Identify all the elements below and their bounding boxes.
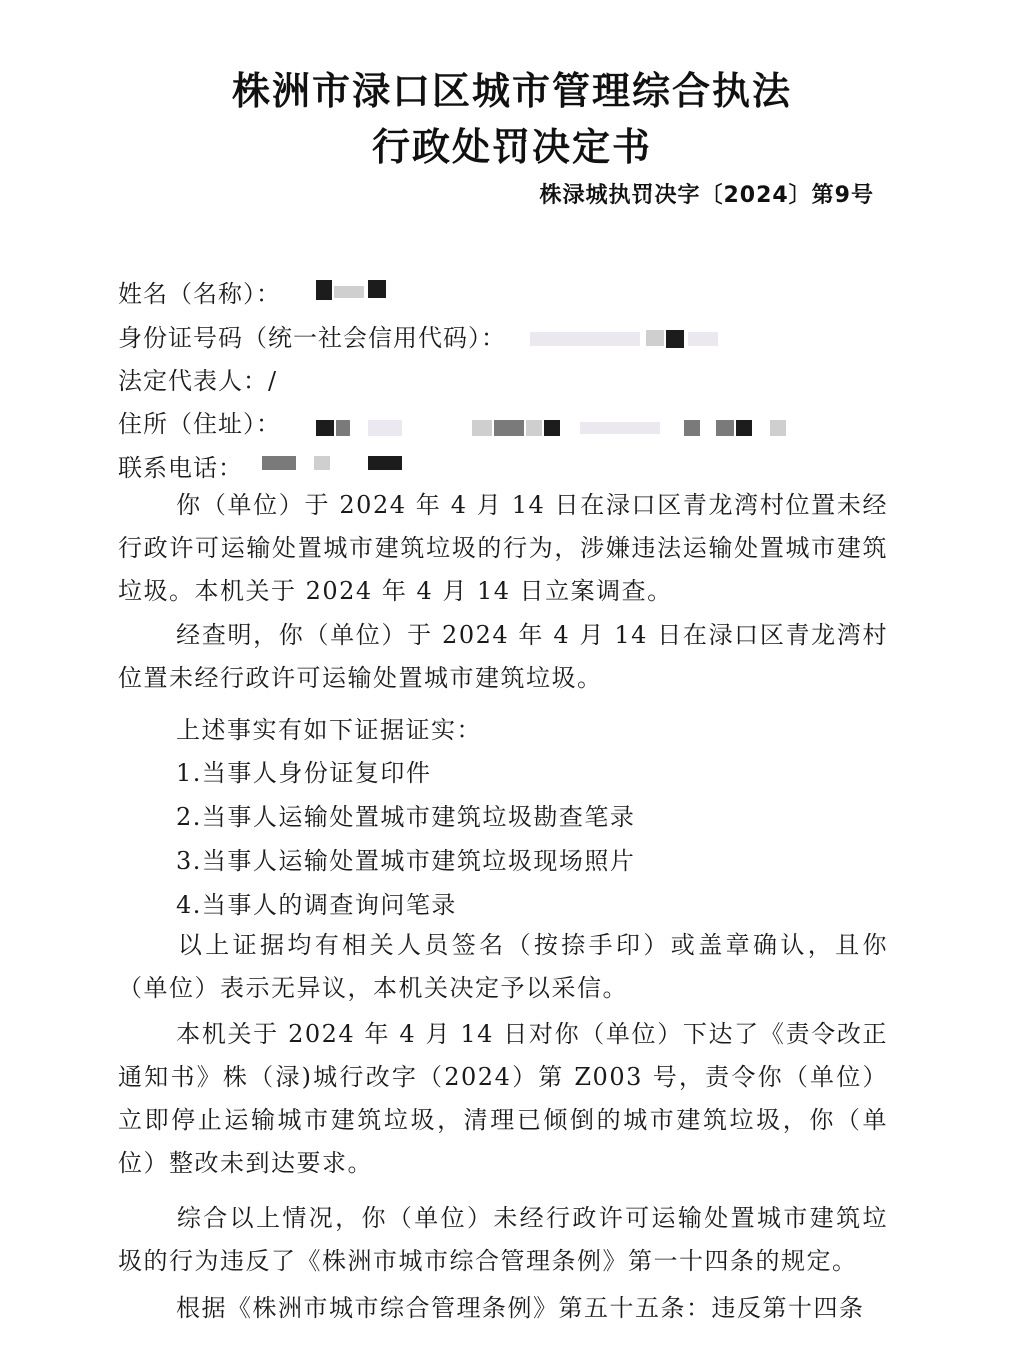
paragraph-filing-text: 你（单位）于 2024 年 4 月 14 日在渌口区青龙湾村位置未经行政许可运输处置城市建筑垃圾的行为，涉嫌违法运输处置城市建筑垃圾。本机关于 2024 年 4 月 14 日立案调查。 <box>118 491 888 605</box>
paragraph-legal-basis <box>118 1287 888 1330</box>
redacted-id <box>530 332 640 346</box>
paragraph-findings-text: 经查明，你（单位）于 2024 年 4 月 14 日在渌口区青龙湾村位置未经行政许可运输处置城市建筑垃圾。 <box>118 621 888 692</box>
evidence-intro: 上述事实有如下证据证实： <box>176 716 482 744</box>
redacted-phone <box>368 456 402 470</box>
paragraph-violation-text: 综合以上情况，你（单位）未经行政许可运输处置城市建筑垃圾的行为违反了《株洲市城市综合管理条例》第一十四条的规定。 <box>118 1204 888 1275</box>
evidence-item-2: 2.当事人运输处置城市建筑垃圾勘查笔录 <box>176 803 636 831</box>
document-title-line1: 株洲市渌口区城市管理综合执法 <box>231 69 792 113</box>
paragraph-evidence-accepted <box>118 924 888 1010</box>
paragraph-evidence-accepted-text: 以上证据均有相关人员签名（按捺手印）或盖章确认，且你（单位）表示无异议，本机关决定予以采信。 <box>118 931 888 1002</box>
paragraph-filing <box>118 484 888 613</box>
redacted-name <box>334 286 364 298</box>
paragraph-rectification-notice-text: 本机关于 2024 年 4 月 14 日对你（单位）下达了《责令改正通知书》株（渌)城行改字（2024）第 Z003 号，责令你（单位）立即停止运输城市建筑垃圾，清理已倾倒的城市建筑垃圾，你（单位）整改未到达要求。 <box>118 1020 888 1177</box>
redacted-address <box>716 420 734 436</box>
id-label: 身份证号码（统一社会信用代码）： <box>118 324 506 352</box>
phone-label: 联系电话： <box>118 454 243 482</box>
paragraph-legal-basis-text: 根据《株洲市城市综合管理条例》第五十五条：违反第十四条 <box>176 1294 865 1322</box>
redacted-phone <box>314 456 330 470</box>
name-label: 姓名（名称）： <box>118 280 281 308</box>
address-label: 住所（住址）： <box>118 410 281 438</box>
legal-rep-label-text: 法定代表人： <box>118 367 268 395</box>
redacted-address <box>316 420 334 436</box>
document-title-line2: 行政处罚决定书 <box>371 125 652 169</box>
redacted-name <box>316 280 332 300</box>
redacted-id <box>688 332 718 346</box>
legal-rep-value: / <box>268 367 278 395</box>
redacted-phone <box>262 456 296 470</box>
redacted-address <box>368 420 402 436</box>
redacted-address <box>494 420 524 436</box>
redacted-address <box>736 420 752 436</box>
redacted-address <box>472 420 492 436</box>
evidence-item-3: 3.当事人运输处置城市建筑垃圾现场照片 <box>176 847 636 875</box>
redacted-address <box>336 420 350 436</box>
redacted-address <box>770 420 786 436</box>
redacted-id <box>646 330 664 346</box>
evidence-item-1: 1.当事人身份证复印件 <box>176 759 432 787</box>
legal-rep-label <box>118 361 277 396</box>
redacted-name <box>368 280 386 298</box>
redacted-address <box>684 420 700 436</box>
redacted-id <box>666 330 684 348</box>
redacted-address <box>580 422 660 434</box>
document-number: 株渌城执罚决字〔2024〕第9号 <box>539 183 874 208</box>
paragraph-rectification-notice <box>118 1013 888 1185</box>
redacted-address <box>526 420 542 436</box>
evidence-item-4: 4.当事人的调查询问笔录 <box>176 891 457 919</box>
redacted-address <box>544 420 560 436</box>
paragraph-findings <box>118 614 888 700</box>
paragraph-violation <box>118 1197 888 1283</box>
